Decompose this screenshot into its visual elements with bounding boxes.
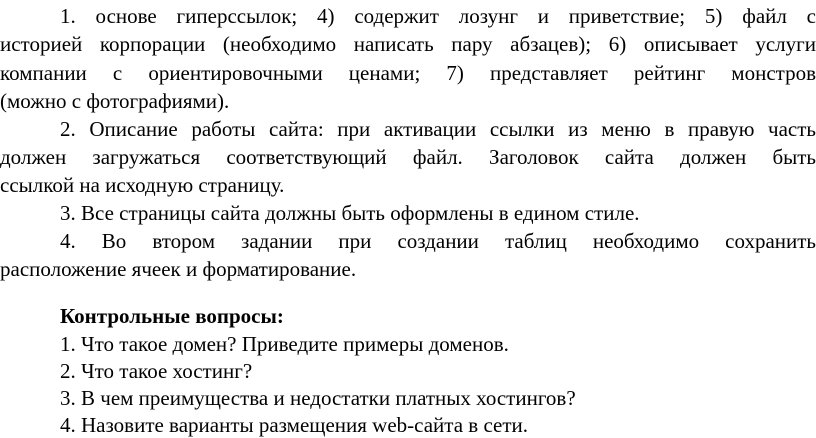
paragraph-1-line-3: компании с ориентировочными ценами; 7) представляет рейтинг монстров bbox=[0, 61, 816, 85]
paragraph-1-line-2: историей корпорации (необходимо написать пару абзацев); 6) описывает услуги bbox=[0, 32, 816, 56]
paragraph-1-line-1: 1. основе гиперссылок; 4) содержит лозунг и приветствие; 5) файл с bbox=[60, 4, 816, 28]
control-question-4: 4. Назовите варианты размещения web-сайта в сети. bbox=[60, 413, 529, 437]
paragraph-4-line-2: расположение ячеек и форматирование. bbox=[0, 257, 357, 281]
paragraph-1-line-4: (можно с фотографиями). bbox=[0, 89, 230, 113]
control-question-3: 3. В чем преимущества и недостатки платных хостингов? bbox=[60, 386, 576, 410]
control-question-2: 2. Что такое хостинг? bbox=[60, 359, 253, 383]
control-question-1: 1. Что такое домен? Приведите примеры доменов. bbox=[60, 332, 509, 356]
paragraph-4-line-1: 4. Во втором задании при создании таблиц необходимо сохранить bbox=[60, 229, 816, 253]
paragraph-2-line-3: ссылкой на исходную страницу. bbox=[0, 173, 285, 197]
paragraph-3-line-1: 3. Все страницы сайта должны быть оформлены в едином стиле. bbox=[60, 201, 640, 225]
paragraph-2-line-2: должен загружаться соответствующий файл. Заголовок сайта должен быть bbox=[0, 145, 816, 169]
paragraph-2-line-1: 2. Описание работы сайта: при активации ссылки из меню в правую часть bbox=[60, 117, 816, 141]
control-questions-title: Контрольные вопросы: bbox=[60, 304, 284, 328]
